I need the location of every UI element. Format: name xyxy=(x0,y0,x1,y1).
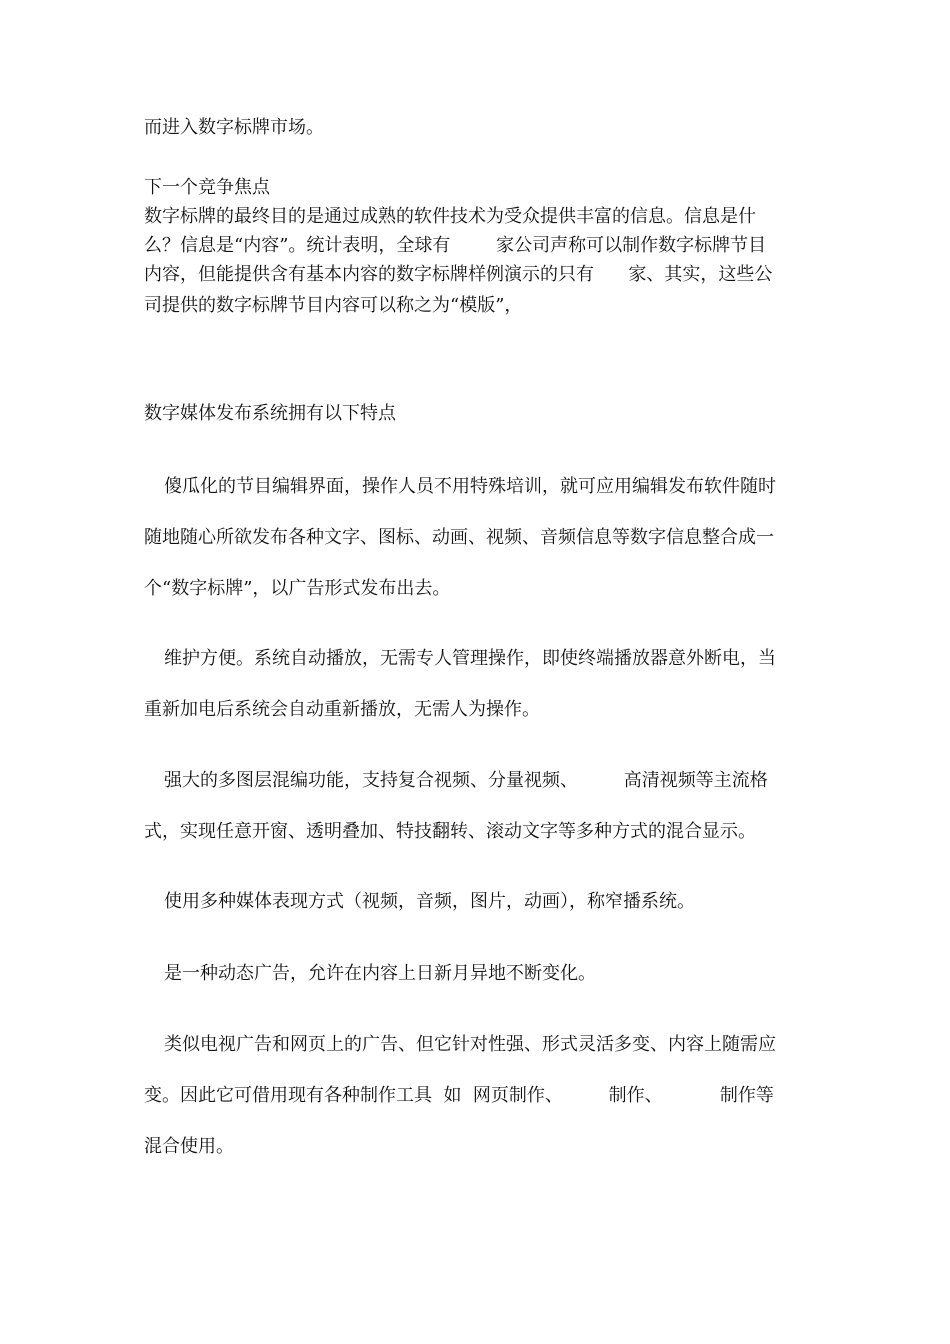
feature-line: 个“数字标牌”，以广告形式发布出去。 xyxy=(144,578,451,599)
intro-line: 而进入数字标牌市场。 xyxy=(144,117,324,138)
paragraph-line: 司提供的数字标牌节目内容可以称之为“模版”， xyxy=(144,295,523,316)
feature-line: 重新加电后系统会自动重新播放，无需人为操作。 xyxy=(144,699,540,720)
feature-line: 式，实现任意开窗、透明叠加、特技翻转、滚动文字等多种方式的混合显示。 xyxy=(144,821,756,842)
feature-line: 使用多种媒体表现方式（视频，音频，图片，动画），称窄播系统。 xyxy=(164,891,695,912)
paragraph-line: 数字标牌的最终目的是通过成熟的软件技术为受众提供丰富的信息。信息是什 xyxy=(144,206,756,227)
feature-line: 强大的多图层混编功能，支持复合视频、分量视频、 高清视频等主流格 xyxy=(164,770,768,791)
paragraph-line: 内容，但能提供含有基本内容的数字标牌样例演示的只有 家、其实，这些公 xyxy=(144,264,773,285)
section-heading-features: 数字媒体发布系统拥有以下特点 xyxy=(144,403,396,424)
paragraph-line: 么？信息是“内容”。统计表明，全球有 家公司声称可以制作数字标牌节目 xyxy=(144,235,767,256)
feature-line: 混合使用。 xyxy=(144,1136,234,1157)
feature-line: 类似电视广告和网页上的广告、但它针对性强、形式灵活多变、内容上随需应 xyxy=(164,1034,776,1055)
feature-line: 是一种动态广告，允许在内容上日新月异地不断变化。 xyxy=(164,963,596,984)
feature-line: 随地随心所欲发布各种文字、图标、动画、视频、音频信息等数字信息整合成一 xyxy=(144,527,774,548)
feature-line: 变。因此它可借用现有各种制作工具 如 网页制作、 制作、 制作等 xyxy=(144,1085,774,1106)
feature-line: 维护方便。系统自动播放，无需专人管理操作，即使终端播放器意外断电，当 xyxy=(164,648,776,669)
feature-line: 傻瓜化的节目编辑界面，操作人员不用特殊培训，就可应用编辑发布软件随时 xyxy=(164,476,776,497)
section-heading-competition: 下一个竞争焦点 xyxy=(144,177,270,198)
